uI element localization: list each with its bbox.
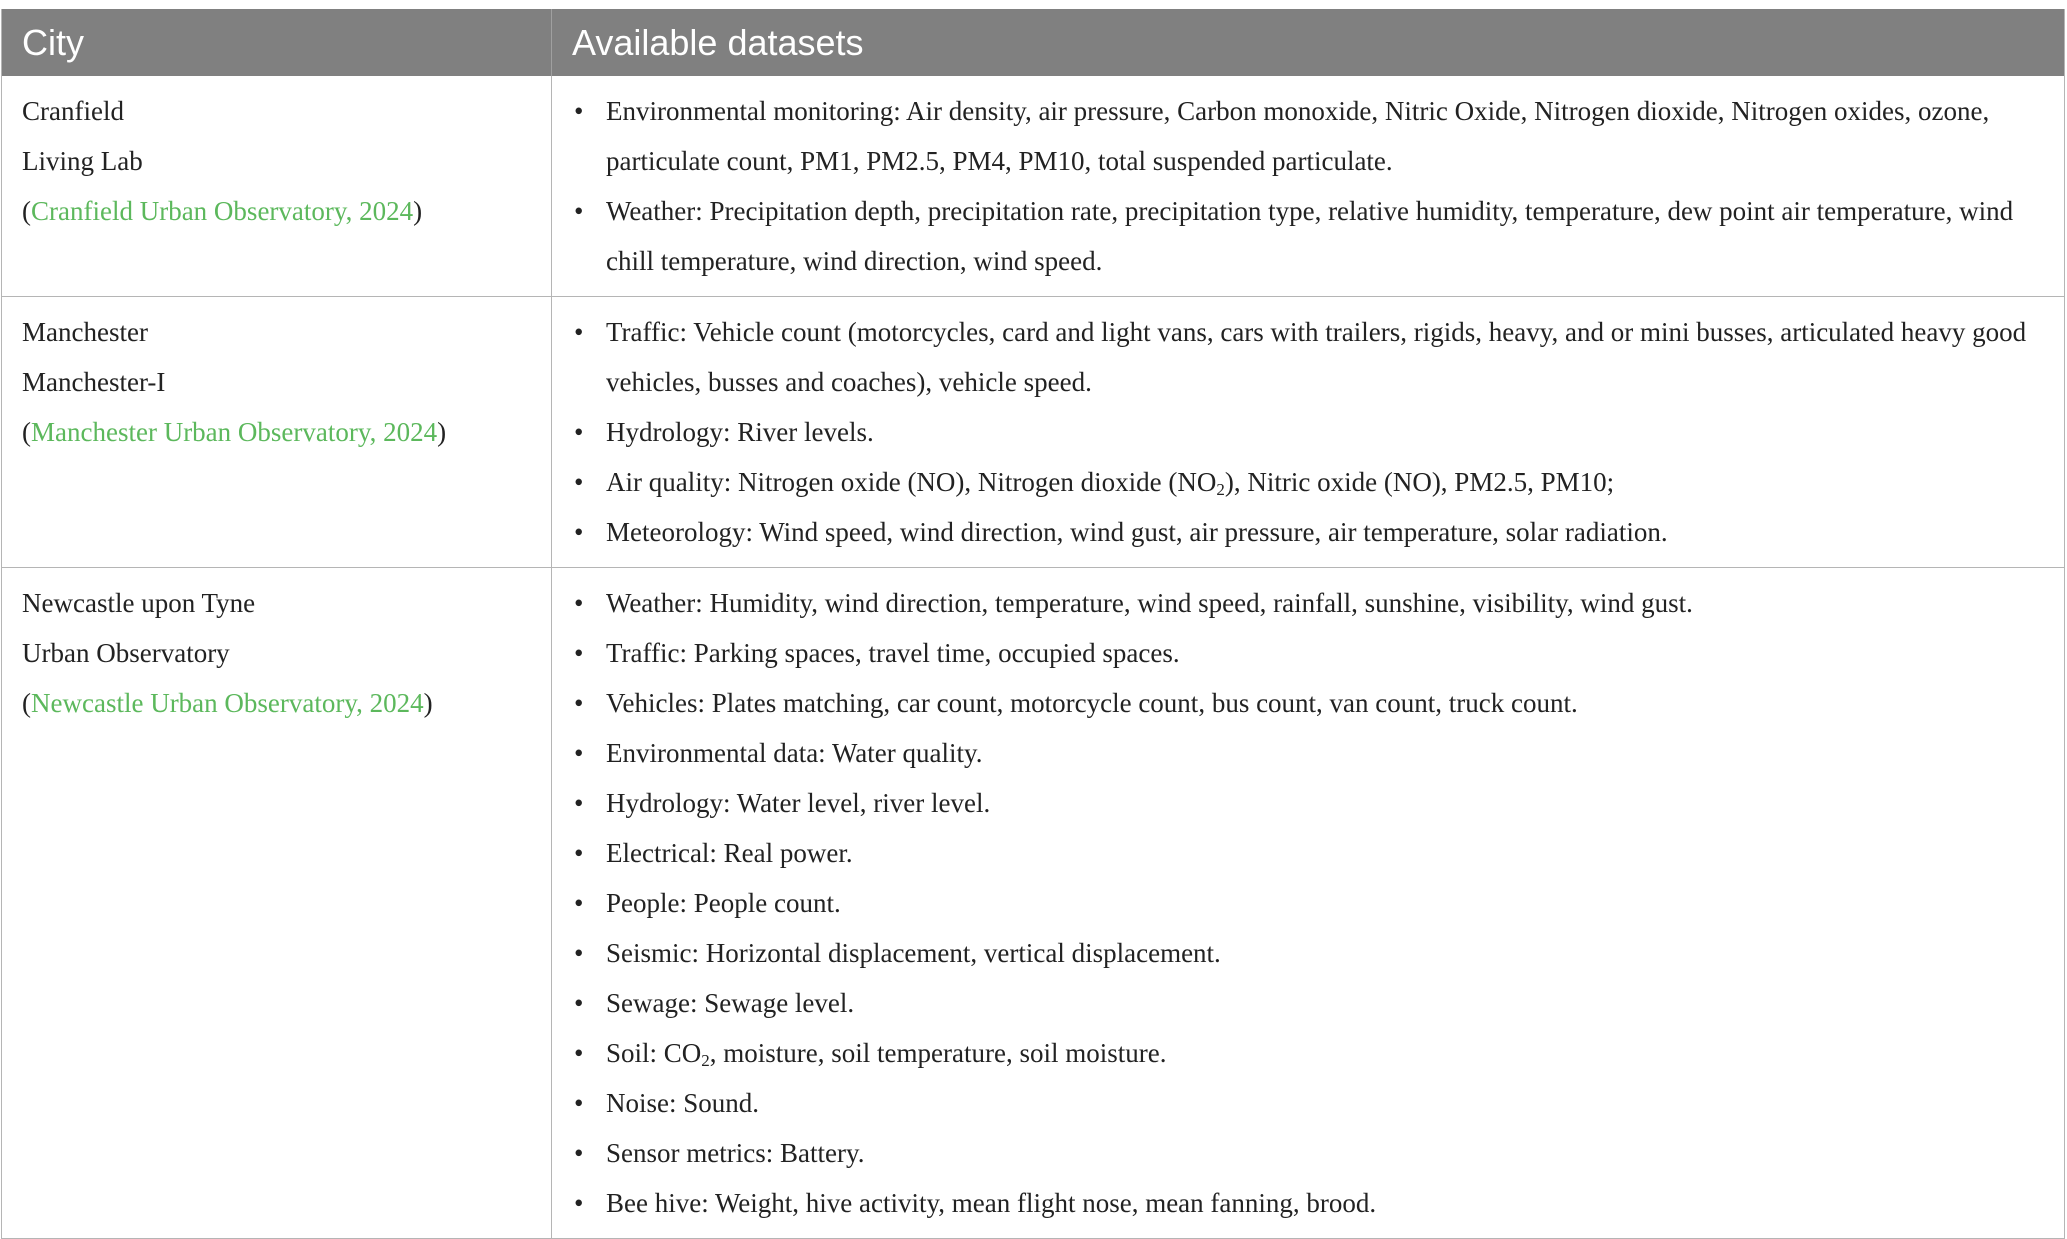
dataset-text: Soil: CO (606, 1038, 702, 1068)
datasets-cell (552, 568, 2064, 1238)
city-name-line: Cranfield (22, 96, 124, 126)
table-row (2, 76, 2064, 296)
dataset-item: • Hydrology: River levels. (552, 407, 2044, 457)
citation-line: (Newcastle Urban Observatory, 2024) (22, 688, 433, 718)
dataset-item: • Sewage: Sewage level. (552, 978, 2044, 1028)
city-name-line: Urban Observatory (22, 638, 230, 668)
datasets-table (1, 9, 2065, 1239)
city-cell (2, 297, 552, 567)
dataset-list (552, 86, 2044, 286)
dataset-item: • Bee hive: Weight, hive activity, mean flight nose, mean fanning, brood. (552, 1178, 2044, 1228)
dataset-text: Air quality: Nitrogen oxide (NO), Nitrogen dioxide (NO (606, 467, 1217, 497)
dataset-item: • Weather: Precipitation depth, precipitation rate, precipitation type, relative humidity, temperature, dew point air temperature, wind chill temperature, wind direction, wind speed. (552, 186, 2044, 286)
table-row (2, 567, 2064, 1238)
dataset-item: • Weather: Humidity, wind direction, temperature, wind speed, rainfall, sunshine, visibility, wind gust. (552, 578, 2044, 628)
dataset-item: • Traffic: Parking spaces, travel time, occupied spaces. (552, 628, 2044, 678)
subscript: 2 (701, 1051, 710, 1070)
dataset-item: • Environmental data: Water quality. (552, 728, 2044, 778)
table-header (2, 9, 2064, 76)
citation-link[interactable]: Newcastle Urban Observatory, 2024 (31, 688, 424, 718)
dataset-text: , moisture, soil temperature, soil moisture. (709, 1038, 1167, 1068)
dataset-item: • Electrical: Real power. (552, 828, 2044, 878)
datasets-cell (552, 297, 2064, 567)
dataset-item: • Hydrology: Water level, river level. (552, 778, 2044, 828)
dataset-item: • Meteorology: Wind speed, wind direction, wind gust, air pressure, air temperature, solar radiation. (552, 507, 2044, 557)
dataset-list (552, 578, 2044, 1228)
dataset-item (552, 457, 2044, 507)
city-cell (2, 568, 552, 1238)
dataset-item (552, 1028, 2044, 1078)
datasets-cell (552, 76, 2064, 296)
column-header-datasets: Available datasets (572, 21, 864, 63)
dataset-item: • Vehicles: Plates matching, car count, motorcycle count, bus count, van count, truck count. (552, 678, 2044, 728)
city-name-line: Living Lab (22, 146, 143, 176)
city-name-line: Manchester-I (22, 367, 166, 397)
citation-line: (Manchester Urban Observatory, 2024) (22, 417, 447, 447)
table-body (2, 76, 2064, 1238)
dataset-item: • Noise: Sound. (552, 1078, 2044, 1128)
dataset-text: ), Nitric oxide (NO), PM2.5, PM10; (1224, 467, 1615, 497)
dataset-item: • People: People count. (552, 878, 2044, 928)
column-header-city: City (2, 9, 552, 76)
dataset-item: • Environmental monitoring: Air density, air pressure, Carbon monoxide, Nitric Oxide, Nitrogen dioxide, Nitrogen oxides, ozone, particulate count, PM1, PM2.5, PM4, PM10, total suspended particulate. (552, 86, 2044, 186)
dataset-item: • Sensor metrics: Battery. (552, 1128, 2044, 1178)
dataset-list (552, 307, 2044, 557)
dataset-item: • Traffic: Vehicle count (motorcycles, card and light vans, cars with trailers, rigids, heavy, and or mini busses, articulated heavy good vehicles, busses and coaches), vehicle speed. (552, 307, 2044, 407)
city-name-line: Manchester (22, 317, 148, 347)
dataset-item: • Seismic: Horizontal displacement, vertical displacement. (552, 928, 2044, 978)
citation-line: (Cranfield Urban Observatory, 2024) (22, 196, 423, 226)
citation-link[interactable]: Manchester Urban Observatory, 2024 (31, 417, 438, 447)
table-row (2, 296, 2064, 567)
subscript: 2 (1216, 480, 1225, 499)
citation-link[interactable]: Cranfield Urban Observatory, 2024 (31, 196, 414, 226)
city-cell (2, 76, 552, 296)
city-name-line: Newcastle upon Tyne (22, 588, 256, 618)
